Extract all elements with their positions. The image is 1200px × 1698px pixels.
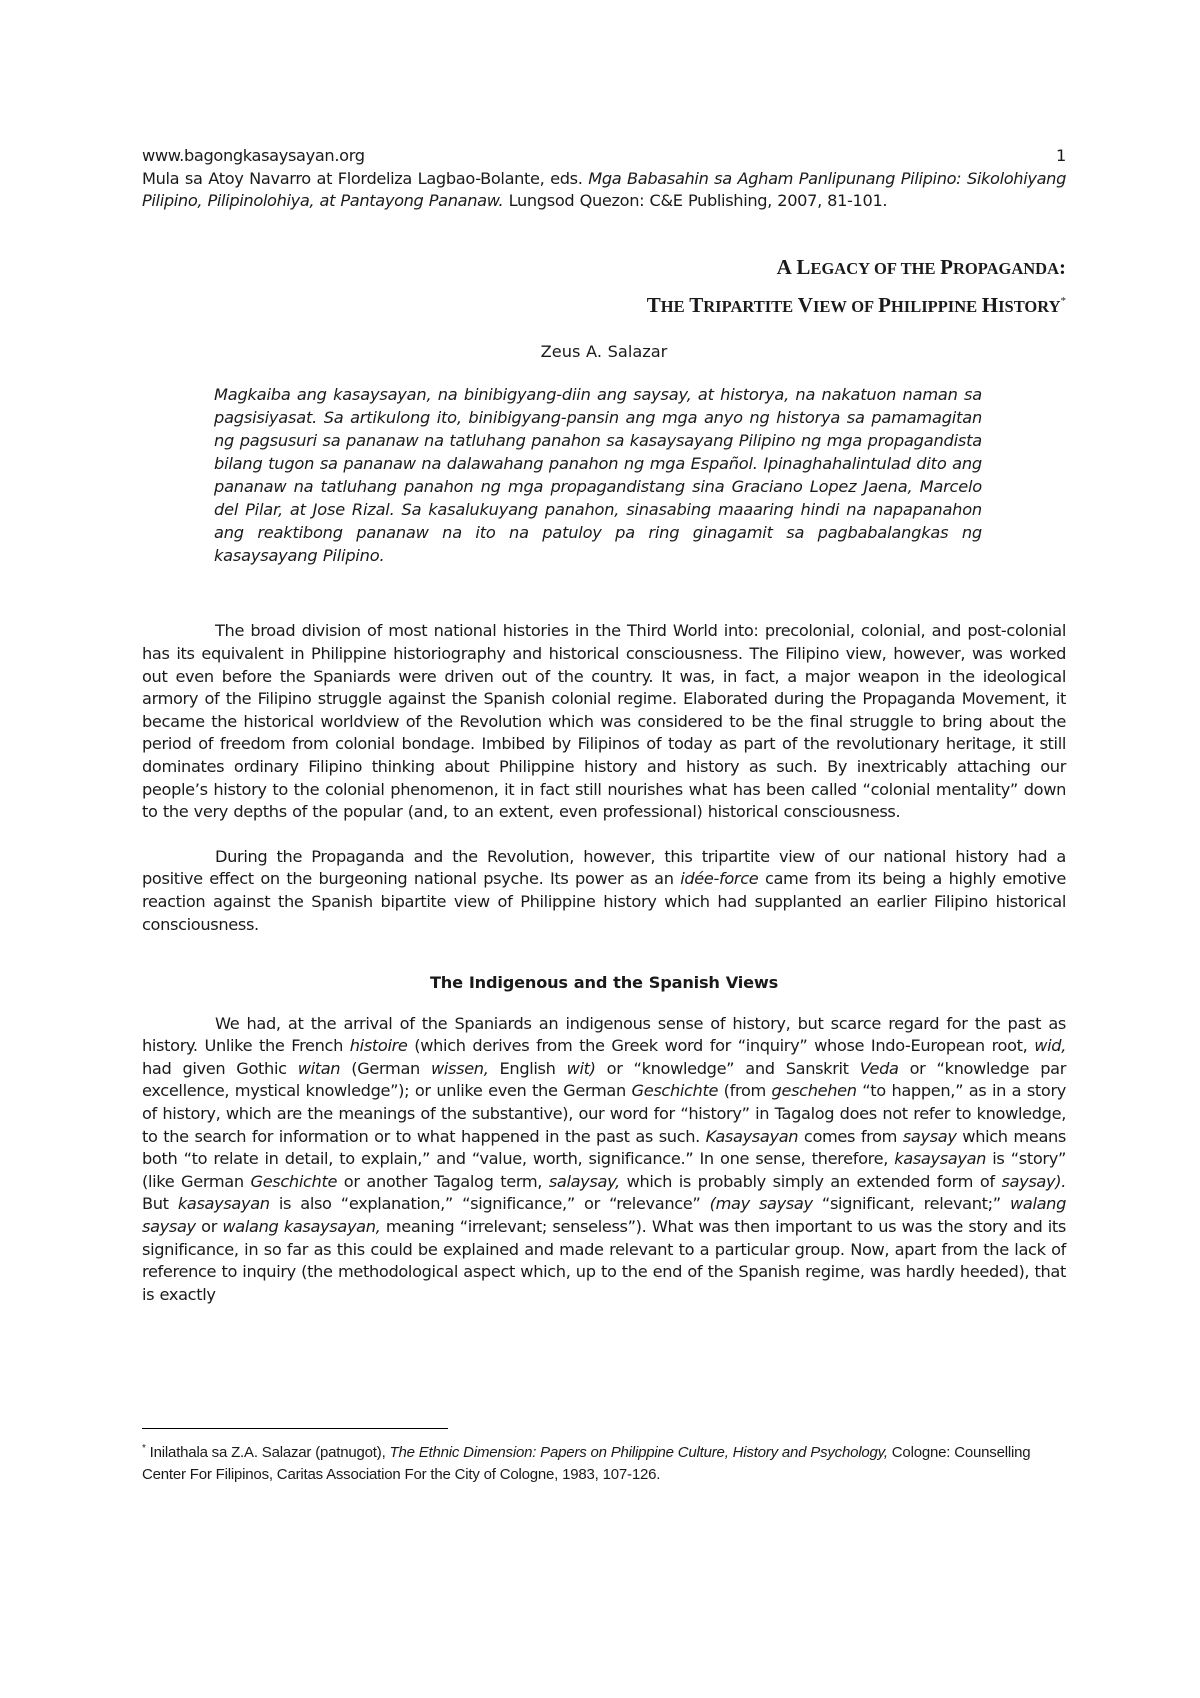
paragraph-1: The broad division of most national histories in the Third World into: precolonial, colonial, and post-colonial has its equivalent in Philippine historiography and historical consciousness. The Filipino view, however, was worked out even before the Spaniards were driven out of the country. It was, in fact, a major weapon in the ideological armory of the Filipino struggle against the Spanish colonial regime. Elaborated during the Propaganda Movement, it became the historical worldview of the Revolution which was considered to be the final struggle to bring about the period of freedom from colonial bondage. Imbibed by Filipinos of today as part of the revolutionary heritage, it still dominates ordinary Filipino thinking about Philippine history and history as such. By inextricably attaching our people’s history to the colonial phenomenon, it in fact still nourishes what has been called “colonial mentality” down to the very depths of the popular (and, to an extent, even professional) historical consciousness. [142,621,1066,822]
title-text: T [646,292,661,317]
title-text: HILIPPINE [890,296,982,316]
title-text: P [878,292,891,317]
title-text: H [981,292,999,317]
paragraph-text: But [142,1194,178,1214]
paragraph-italic: walang kasaysayan, [222,1217,381,1237]
title-text: HE [660,296,690,316]
paragraph-text: which means both “to relate in detail, to explain,” and “value, worth, significance.” In one sense, therefore, [142,1126,1067,1169]
paragraph-text: or “knowledge par excellence, mystical knowledge”); or unlike even the German [142,1058,1066,1101]
source-book-title: Mga Babasahin sa Agham Panlipunang Pilipino: Sikolohiyang Pilipino, Pilipinolohiya, at Pantayong Pananaw. [142,168,1066,211]
section-heading: The Indigenous and the Spanish Views [429,973,779,993]
title-footnote-mark[interactable]: * [1060,294,1066,307]
website-url[interactable]: www.bagongkasaysayan.org [142,146,365,165]
paragraph-italic: saysay). [1001,1171,1066,1191]
paragraph-text: meaning “irrelevant; senseless”). What was then important to us was the story and its significance, in so far as this could be explained and made relevant to a particular group. Now, apart from the lack of reference to inquiry (the methodological aspect which, up to the end of the Spanish regime, was hardly heeded), that is exactly [142,1217,1066,1304]
page-header [142,145,1066,168]
footnote [142,1438,1066,1486]
paragraph-italic: histoire [349,1036,408,1056]
paragraph-text: (which derives from the Greek word for “inquiry” whose Indo-European root, [407,1036,1035,1056]
footnote-italic: The Ethnic Dimension: Papers on Philippine Culture, History and Psychology, [389,1444,888,1461]
paragraph-italic: walang saysay [142,1194,1066,1237]
title-text: EGACY OF THE [810,258,941,278]
paragraph-text: We had, at the arrival of the Spaniards an indigenous sense of history, but scarce regard for the past as history. Unlike the French [142,1013,1066,1056]
footnote-text: Inilathala sa Z.A. Salazar (patnugot), [145,1444,390,1461]
paragraph-text: “significant, relevant;” [812,1194,1010,1214]
source-editors: Mula sa Atoy Navarro at Flordeliza Lagbao-Bolante, eds. [142,168,589,188]
footnote-text: Cologne: Counselling Center For Filipinos, Caritas Association For the City of Cologne, 1983, 107-126. [142,1444,1031,1483]
paragraph-text: came from its being a highly emotive reaction against the Spanish bipartite view of Philippine history which had supplanted an earlier Filipino historical consciousness. [142,869,1066,934]
paragraph-text: comes from [798,1126,903,1146]
paragraph-italic: Veda [859,1058,899,1078]
title-text: RIPARTITE [703,296,798,316]
page-number: 1 [1056,146,1066,165]
paragraph-text: is also “explanation,” “significance,” or “relevance” [269,1194,710,1214]
article-body [142,620,1066,1306]
source-citation [142,168,1066,213]
title-text: ROPAGANDA [952,258,1059,278]
paragraph-text: English [488,1058,567,1078]
paragraph-text: (German [340,1058,431,1078]
title-text: : [1059,254,1066,279]
paragraph-italic: geschehen [771,1081,857,1101]
page-content [142,145,1066,1328]
paragraph-text: “to happen,” as in a story of history, which are the meanings of the substantive), our word for “history” in Tagalog does not refer to knowledge, to the search for information or to what happened in the past as such. [142,1081,1067,1146]
footnote-mark: * [142,1443,146,1454]
paragraph-3 [142,1013,1066,1307]
paragraph-italic: wid, [1034,1036,1066,1056]
paragraph-text: which is probably simply an extended form of [619,1171,1002,1191]
paragraph-text: During the Propaganda and the Revolution, however, this tripartite view of our national history had a positive effect on the burgeoning national psyche. Its power as an [142,846,1066,889]
paragraph-italic: idée-force [680,869,759,889]
paragraph-text: is “story” (like German [142,1149,1066,1191]
footnote-divider [142,1428,448,1429]
author-name: Zeus A. Salazar [540,341,668,361]
title-text: ISTORY [998,296,1061,316]
article-title [142,251,1066,323]
paragraph-italic: salaysay, [548,1171,620,1191]
paragraph-italic: Geschichte [631,1081,719,1101]
paragraph-italic: kasaysayan [177,1194,270,1214]
source-publication: Lungsod Quezon: C&E Publishing, 2007, 81-101. [503,191,888,211]
paragraph-2 [142,846,1066,936]
paragraph-italic: witan [297,1058,341,1078]
paragraph-text: or “knowledge” and Sanskrit [595,1058,860,1078]
title-text: V [797,292,813,317]
title-text: A L [776,254,811,279]
paragraph-text: (from [718,1081,772,1101]
paragraph-italic: kasaysayan [894,1149,987,1169]
abstract: Magkaiba ang kasaysayan, na binibigyang-diin ang saysay, at historya, na nakatuon naman sa pagsisiyasat. Sa artikulong ito, binibigyang-pansin ang mga anyo ng historya sa pamamagitan ng pagsusuri sa pananaw na tatluhang panahon sa kasaysayang Pilipino ng mga propagandista bilang tugon sa pananaw na dalawahang panahon ng mga Español. Ipinaghahalintulad dito ang pananaw na tatluhang panahon ng mga propagandistang sina Graciano Lopez Jaena, Marcelo del Pilar, at Jose Rizal. Sa kasalukuyang panahon, sinasabing maaaring hindi na napapanahon ang reaktibong pananaw na ito na patuloy pa ring ginagamit sa pagbabalangkas ng kasaysayang Pilipino. [214,385,982,566]
paragraph-text: or another Tagalog term, [337,1171,549,1191]
title-line-1 [142,251,1066,285]
paragraph-italic: wit) [566,1058,596,1078]
title-text: P [940,254,953,279]
title-line-2 [142,285,1066,323]
paragraph-text: or [195,1217,223,1237]
title-text: IEW OF [812,296,879,316]
paragraph-italic: Kasaysayan [705,1126,799,1146]
paragraph-italic: Geschichte [250,1171,338,1191]
paragraph-italic: saysay [902,1126,957,1146]
paragraph-italic: (may saysay [709,1194,813,1214]
paragraph-italic: wissen, [430,1058,489,1078]
title-text: T [689,292,704,317]
paragraph-text: had given Gothic [142,1058,298,1078]
